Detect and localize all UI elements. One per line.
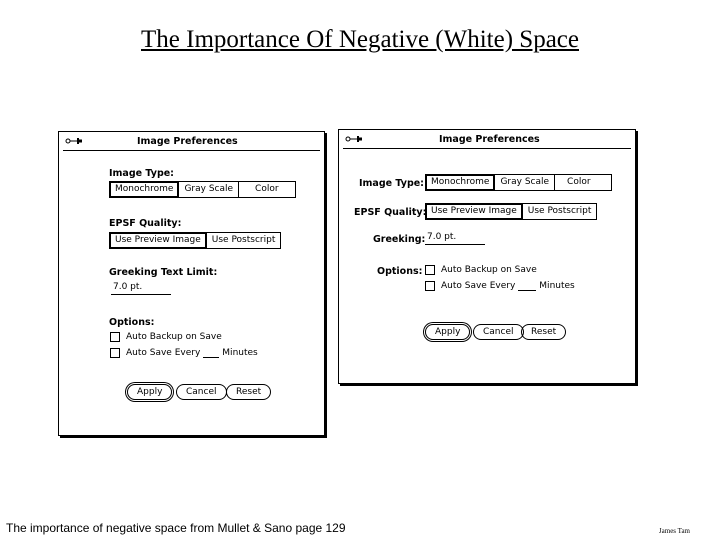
checkbox-icon[interactable] bbox=[425, 265, 435, 275]
image-type-label: Image Type: bbox=[109, 168, 174, 179]
slide-caption: The importance of negative space from Mullet & Sano page 129 bbox=[6, 521, 346, 535]
image-type-option-color[interactable]: Color bbox=[255, 184, 279, 194]
right-dialog-title: Image Preferences bbox=[439, 134, 540, 145]
checkbox-icon[interactable] bbox=[110, 348, 120, 358]
auto-backup-option[interactable] bbox=[110, 332, 222, 342]
slide-title: The Importance Of Negative (White) Space bbox=[141, 26, 579, 53]
epsf-quality-segmented-control bbox=[425, 203, 597, 220]
epsf-option-preview-image[interactable]: Use Preview Image bbox=[426, 204, 523, 219]
auto-save-option[interactable] bbox=[425, 281, 575, 291]
options-label: Options: bbox=[109, 317, 155, 328]
right-dialog-titlebar bbox=[339, 130, 635, 148]
epsf-quality-label: EPSF Quality: bbox=[354, 207, 427, 218]
epsf-option-preview-image[interactable]: Use Preview Image bbox=[110, 233, 207, 248]
image-type-option-monochrome[interactable]: Monochrome bbox=[110, 182, 179, 197]
right-dialog-title-divider bbox=[343, 148, 631, 149]
auto-backup-label: Auto Backup on Save bbox=[126, 332, 222, 342]
checkbox-icon[interactable] bbox=[110, 332, 120, 342]
left-dialog-title: Image Preferences bbox=[137, 136, 238, 147]
image-type-label: Image Type: bbox=[359, 178, 424, 189]
cancel-button[interactable]: Cancel bbox=[473, 324, 524, 340]
auto-save-minutes-field[interactable] bbox=[518, 281, 536, 291]
pushpin-icon[interactable] bbox=[345, 135, 363, 143]
auto-save-prefix: Auto Save Every bbox=[126, 348, 201, 358]
checkbox-icon[interactable] bbox=[425, 281, 435, 291]
auto-save-suffix: Minutes bbox=[222, 348, 258, 358]
apply-button[interactable]: Apply bbox=[425, 324, 470, 340]
image-type-option-gray-scale[interactable]: Gray Scale bbox=[495, 175, 555, 190]
image-type-segmented-control bbox=[109, 181, 296, 198]
auto-save-prefix: Auto Save Every bbox=[441, 281, 516, 291]
epsf-option-postscript[interactable]: Use Postscript bbox=[211, 235, 276, 245]
image-type-segmented-control bbox=[425, 174, 612, 191]
auto-save-option[interactable] bbox=[110, 348, 258, 358]
greeking-label: Greeking: bbox=[373, 234, 426, 245]
auto-backup-option[interactable] bbox=[425, 265, 537, 275]
options-label: Options: bbox=[377, 266, 423, 277]
auto-backup-label: Auto Backup on Save bbox=[441, 265, 537, 275]
epsf-option-postscript[interactable]: Use Postscript bbox=[527, 206, 592, 216]
apply-button[interactable]: Apply bbox=[127, 384, 172, 400]
cancel-button[interactable]: Cancel bbox=[176, 384, 227, 400]
left-dialog-titlebar bbox=[59, 132, 324, 150]
author-credit: James Tam bbox=[658, 527, 690, 535]
left-dialog-title-divider bbox=[63, 150, 320, 151]
image-type-option-monochrome[interactable]: Monochrome bbox=[426, 175, 495, 190]
greeking-label: Greeking Text Limit: bbox=[109, 267, 218, 278]
epsf-quality-segmented-control bbox=[109, 232, 281, 249]
pushpin-icon[interactable] bbox=[65, 137, 83, 145]
left-image-preferences-dialog bbox=[58, 131, 325, 436]
reset-button[interactable]: Reset bbox=[521, 324, 566, 340]
greeking-text-field[interactable]: 7.0 pt. bbox=[425, 231, 485, 245]
epsf-quality-label: EPSF Quality: bbox=[109, 218, 182, 229]
auto-save-minutes-field[interactable] bbox=[203, 348, 219, 358]
reset-button[interactable]: Reset bbox=[226, 384, 271, 400]
right-image-preferences-dialog bbox=[338, 129, 636, 384]
greeking-text-field[interactable]: 7.0 pt. bbox=[111, 281, 171, 295]
auto-save-suffix: Minutes bbox=[539, 281, 575, 291]
image-type-option-color[interactable]: Color bbox=[567, 177, 591, 187]
image-type-option-gray-scale[interactable]: Gray Scale bbox=[179, 182, 239, 197]
